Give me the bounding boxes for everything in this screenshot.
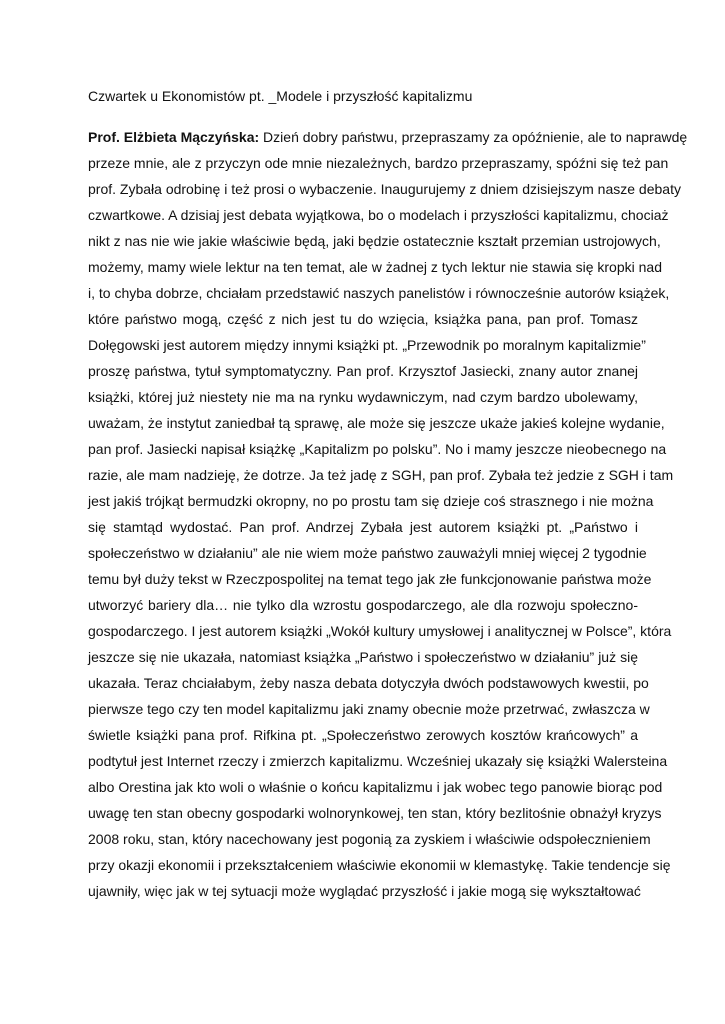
paragraph-line: jest jakiś trójkąt bermudzki okropny, no po prostu tam się dzieje coś strasznego i nie można: [88, 493, 654, 509]
paragraph-line: czwartkowe. A dzisiaj jest debata wyjątkowa, bo o modelach i przyszłości kapitalizmu, chociaż: [88, 207, 669, 223]
paragraph-line: ukazała. Teraz chciałabym, żeby nasza debata dotyczyła dwóch podstawowych kwestii, po: [88, 675, 649, 691]
document-page: [88, 86, 688, 904]
paragraph-line: społeczeństwo w działaniu” ale nie wiem może państwo zauważyli mniej więcej 2 tygodnie: [88, 545, 647, 561]
paragraph-line: nikt z nas nie wie jakie właściwie będą, jaki będzie ostatecznie kształt przemian ustrojowych,: [88, 233, 661, 249]
document-title: Czwartek u Ekonomistów pt. _Modele i przyszłość kapitalizmu: [88, 88, 473, 104]
paragraph-line: się stamtąd wydostać. Pan prof. Andrzej Zybała jest autorem książki pt. „Państwo i: [88, 519, 638, 535]
paragraph-line: świetle książki pana prof. Rifkina pt. „Społeczeństwo zerowych kosztów krańcowych” a: [88, 727, 638, 743]
paragraph-line: albo Orestina jak kto woli o właśnie o końcu kapitalizmu i jak wobec tego panowie biorąc pod: [88, 779, 663, 795]
paragraph-line: przeze mnie, ale z przyczyn ode mnie niezależnych, bardzo przepraszamy, spóźni się też pan: [88, 155, 669, 171]
paragraph-line: książki, której już niestety nie ma na rynku wydawniczym, nad czym bardzo ubolewamy,: [88, 389, 638, 405]
paragraph-line: pierwsze tego czy ten model kapitalizmu jaki znamy obecnie może przetrwać, zwłaszcza w: [88, 701, 650, 717]
paragraph-line: utworzyć bariery dla… nie tylko dla wzrostu gospodarczego, ale dla rozwoju społeczno-: [88, 597, 638, 613]
paragraph-line: prof. Zybała odrobinę i też prosi o wybaczenie. Inaugurujemy z dniem dzisiejszym nasze debaty: [88, 181, 681, 197]
paragraph-line: temu był duży tekst w Rzeczpospolitej na temat tego jak złe funkcjonowanie państwa może: [88, 571, 652, 587]
paragraph-line: pan prof. Jasiecki napisał książkę „Kapitalizm po polsku”. No i mamy jeszcze nieobecnego na: [88, 441, 667, 457]
paragraph-line: podtytuł jest Internet rzeczy i zmierzch kapitalizmu. Wcześniej ukazały się książki Walersteina: [88, 753, 668, 769]
paragraph-line: proszę państwa, tytuł symptomatyczny. Pan prof. Krzysztof Jasiecki, znany autor znanej: [88, 363, 638, 379]
paragraph-line: uwagę ten stan obecny gospodarki wolnorynkowej, ten stan, który bezlitośnie obnażył kryzys: [88, 805, 662, 821]
paragraph-line: ujawniły, więc jak w tej sytuacji może wyglądać przyszłość i jakie mogą się wykształtować: [88, 883, 641, 899]
paragraph-line: jeszcze się nie ukazała, natomiast książka „Państwo i społeczeństwo w działaniu” już się: [88, 649, 638, 665]
paragraph-line: możemy, mamy wiele lektur na ten temat, ale w żadnej z tych lektur nie stawia się kropki nad: [88, 259, 662, 275]
speaker-name: Prof. Elżbieta Mączyńska:: [88, 129, 260, 145]
line-text: Dzień dobry państwu, przepraszamy za opóźnienie, ale to naprawdę: [259, 129, 688, 145]
paragraph-line: Dołęgowski jest autorem między innymi książki pt. „Przewodnik po moralnym kapitalizmie”: [88, 337, 646, 353]
paragraph-line: uważam, że instytut zaniedbał tą sprawę, ale może się jeszcze ukaże jakieś kolejne wydanie,: [88, 415, 665, 431]
paragraph-line: które państwo mogą, część z nich jest tu do wzięcia, książka pana, pan prof. Tomasz: [88, 311, 638, 327]
transcript-paragraph: [88, 124, 688, 904]
paragraph-line: gospodarczego. I jest autorem książki „Wokół kultury umysłowej i analitycznej w Polsce”, która: [88, 623, 672, 639]
paragraph-line: [88, 124, 688, 150]
paragraph-line: i, to chyba dobrze, chciałam przedstawić naszych panelistów i równocześnie autorów książek,: [88, 285, 670, 301]
paragraph-line: razie, ale mam nadzieję, że dotrze. Ja też jadę z SGH, pan prof. Zybała też jedzie z SGH i tam: [88, 467, 674, 483]
paragraph-line: przy okazji ekonomii i przekształceniem właściwie ekonomii w klemastykę. Takie tendencje się: [88, 857, 671, 873]
paragraph-line: 2008 roku, stan, który nacechowany jest pogonią za zyskiem i właściwie odspołecznieniem: [88, 831, 651, 847]
